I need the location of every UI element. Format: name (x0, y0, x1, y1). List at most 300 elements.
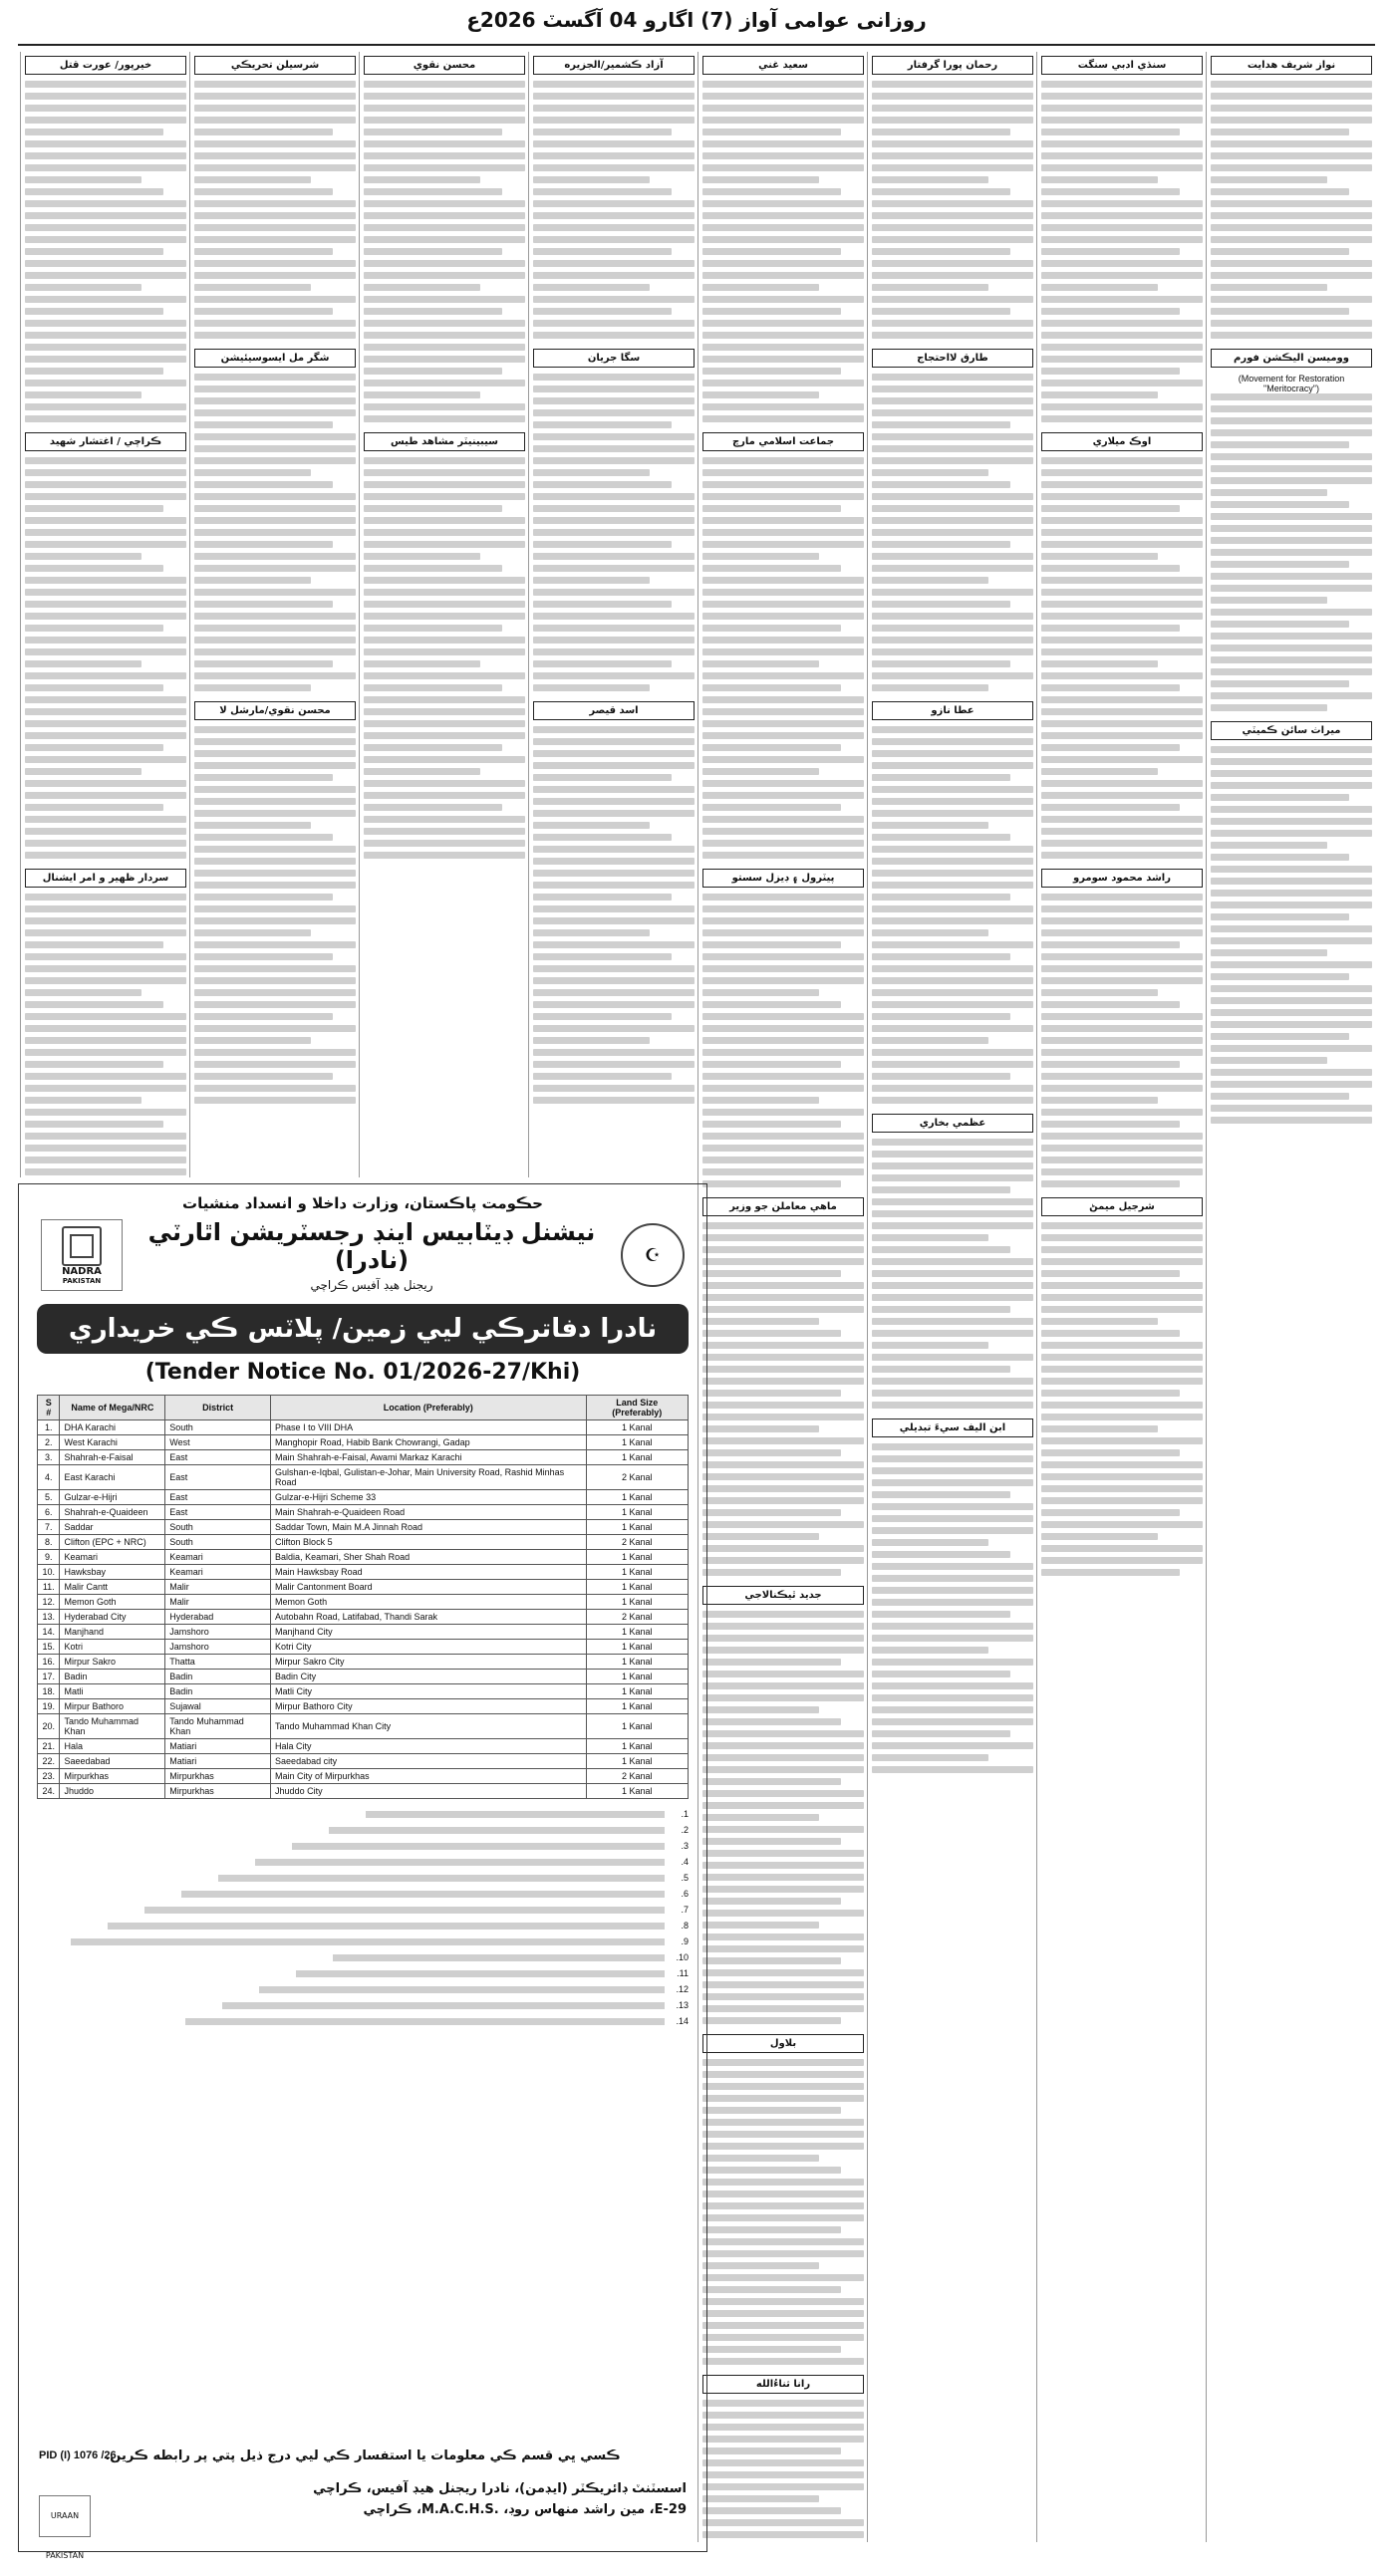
text-line (1041, 852, 1203, 859)
table-cell: 1 Kanal (586, 1699, 688, 1714)
text-line (25, 1049, 186, 1056)
table-cell: Tando Muhammad Khan City (271, 1714, 587, 1739)
text-line (1041, 720, 1203, 727)
text-line (872, 965, 1033, 972)
text-line (872, 1306, 1010, 1313)
text-line (533, 386, 695, 392)
text-line (533, 601, 672, 608)
table-cell: Kotri City (271, 1640, 587, 1655)
table-cell: East (165, 1505, 271, 1520)
text-line (194, 164, 356, 171)
text-line (364, 380, 525, 386)
text-line (1211, 260, 1372, 267)
text-line (25, 308, 163, 315)
table-cell: Malir (165, 1595, 271, 1610)
news-body-text (702, 1222, 864, 1576)
text-line (872, 1162, 1033, 1169)
text-line (194, 774, 333, 781)
text-line (533, 1073, 672, 1080)
table-cell: Tando Muhammad Khan (60, 1714, 165, 1739)
text-line (872, 1222, 1033, 1229)
ad-note-number: 8. (681, 1921, 689, 1931)
news-headline: نواز شريف هدايت (1211, 56, 1372, 75)
text-line (702, 1910, 864, 1917)
table-cell: Clifton (EPC + NRC) (60, 1535, 165, 1550)
text-line (702, 188, 841, 195)
table-cell: Malir (165, 1580, 271, 1595)
news-body-text (364, 81, 525, 422)
table-row (38, 1714, 689, 1739)
nadra-tender-advertisement (18, 1183, 707, 2560)
text-line (533, 117, 695, 124)
text-line (1041, 296, 1203, 303)
text-line (194, 505, 356, 512)
text-line (25, 637, 186, 644)
text-line (702, 212, 864, 219)
text-line (702, 1533, 819, 1540)
text-line (364, 505, 502, 512)
text-line (25, 541, 186, 548)
text-line (533, 625, 695, 632)
table-cell: Matli City (271, 1684, 587, 1699)
text-line (702, 2471, 864, 2478)
text-line (1041, 696, 1203, 703)
table-row (38, 1465, 689, 1490)
text-line (702, 1013, 864, 1020)
text-line (533, 469, 650, 476)
news-body-text (702, 457, 864, 859)
text-line (1041, 648, 1203, 655)
text-line (1041, 1013, 1203, 1020)
text-line (702, 403, 864, 410)
text-line (702, 1378, 864, 1385)
text-line (25, 332, 186, 339)
table-row (38, 1610, 689, 1625)
text-line (872, 977, 1033, 984)
text-line (1211, 105, 1372, 112)
text-line (1211, 200, 1372, 207)
text-line (702, 1838, 841, 1845)
text-line (194, 517, 356, 524)
text-line (533, 529, 695, 536)
text-line (872, 1097, 1033, 1104)
text-line (872, 762, 1033, 769)
text-line (1211, 1057, 1327, 1064)
text-line (872, 1270, 1033, 1277)
text-line (533, 236, 695, 243)
news-body-text (25, 81, 186, 422)
text-line (194, 105, 356, 112)
text-line (872, 1730, 1010, 1737)
text-line (702, 391, 819, 398)
text-line (1211, 680, 1349, 687)
text-line (1041, 1390, 1180, 1397)
text-line (872, 188, 1010, 195)
text-line (702, 577, 864, 584)
text-line (702, 768, 819, 775)
text-line (533, 637, 695, 644)
text-line (872, 1563, 1033, 1570)
text-line (1041, 589, 1203, 596)
text-line (872, 1174, 1033, 1181)
text-line (533, 660, 672, 667)
text-line (533, 93, 695, 100)
text-line (872, 1073, 1010, 1080)
text-line (1041, 660, 1158, 667)
news-headline: آزاد ڪشمير/الجزيره (533, 56, 695, 75)
text-line (872, 1491, 1010, 1498)
text-line (533, 929, 650, 936)
text-line (194, 637, 356, 644)
text-line (533, 541, 672, 548)
text-line (1041, 1545, 1203, 1552)
text-line (1211, 453, 1372, 460)
text-line (533, 272, 695, 279)
text-line (533, 176, 650, 183)
table-cell: Malir Cantonment Board (271, 1580, 587, 1595)
text-line (25, 403, 186, 410)
ad-contact-line1: اسسٽنٽ ڊائريڪٽر (ايڊمن)، نادرا ريجنل هيڊ آفيس، ڪراچي (313, 2481, 687, 2497)
ad-note-row (37, 1968, 689, 1978)
text-line (702, 368, 841, 375)
text-line (702, 1611, 864, 1618)
text-line (364, 391, 480, 398)
text-line (872, 1139, 1033, 1146)
text-line (702, 1694, 864, 1701)
nadra-logo (41, 1219, 123, 1291)
table-cell: 1 Kanal (586, 1670, 688, 1684)
text-line (702, 2483, 864, 2490)
text-line (364, 756, 525, 763)
news-headline: ماهي معاملن جو وزير (702, 1197, 864, 1216)
ad-org-name: نيشنل ڊيٽابيس اينڊ رجسٽريشن اٿارٽي (نادرا) (147, 1218, 596, 1274)
text-line (1041, 1145, 1203, 1152)
text-line (533, 212, 695, 219)
text-line (872, 397, 1033, 404)
text-line (1041, 1569, 1180, 1576)
text-line (872, 469, 988, 476)
text-line (872, 1659, 1033, 1666)
text-line (25, 415, 186, 422)
table-cell: Keamari (165, 1565, 271, 1580)
text-line (1041, 1330, 1180, 1337)
text-line (364, 589, 525, 596)
table-row (38, 1520, 689, 1535)
text-line (872, 1515, 1033, 1522)
text-line (194, 846, 356, 853)
text-line (1211, 1045, 1372, 1052)
text-line (533, 786, 695, 793)
text-line (872, 1718, 1033, 1725)
text-line (194, 433, 356, 440)
government-seal-icon: ☪ (621, 1223, 685, 1287)
text-line (1211, 806, 1372, 813)
text-line (194, 565, 356, 572)
text-line (872, 164, 1033, 171)
text-line (25, 672, 186, 679)
table-cell: Hala City (271, 1739, 587, 1754)
text-line (25, 965, 186, 972)
text-line (1041, 1294, 1203, 1301)
text-line (364, 529, 525, 536)
text-line (702, 320, 864, 327)
text-line (702, 1874, 864, 1881)
text-line (364, 696, 525, 703)
table-cell: Hyderabad (165, 1610, 271, 1625)
text-line (364, 224, 525, 231)
text-line (1041, 1097, 1158, 1104)
text-line (1041, 236, 1203, 243)
text-line (1211, 525, 1372, 532)
text-line (702, 696, 864, 703)
text-line (702, 469, 864, 476)
text-line (25, 894, 186, 901)
news-headline: عظمي بخاري (872, 1114, 1033, 1133)
table-row (38, 1784, 689, 1799)
text-line (25, 905, 186, 912)
text-line (364, 308, 502, 315)
news-column-3 (867, 52, 1037, 2542)
news-headline: محسن نقوي (364, 56, 525, 75)
text-line (1211, 236, 1372, 243)
news-body-text (1041, 457, 1203, 859)
text-line (25, 648, 186, 655)
text-line (533, 1085, 695, 1092)
news-body-text (364, 457, 525, 859)
text-line (1211, 1105, 1372, 1112)
text-line (1211, 429, 1372, 436)
news-item (702, 56, 864, 422)
news-body-text (1211, 746, 1372, 1124)
text-line (1041, 188, 1180, 195)
text-line (702, 2507, 841, 2514)
text-line (702, 625, 841, 632)
text-line (533, 750, 695, 757)
text-line (364, 672, 525, 679)
text-line (533, 684, 650, 691)
text-line (872, 1186, 1010, 1193)
text-line (702, 2495, 819, 2502)
land-requirements-table (37, 1395, 689, 1799)
news-headline: راشد محمود سومرو (1041, 869, 1203, 888)
text-line (1041, 1306, 1203, 1313)
text-line (533, 613, 695, 620)
table-cell: West Karachi (60, 1435, 165, 1450)
text-line (194, 308, 333, 315)
text-line (702, 344, 864, 351)
news-body-text (194, 726, 356, 1104)
text-line (702, 2202, 864, 2209)
text-line (872, 1049, 1033, 1056)
text-line (194, 397, 356, 404)
text-line (702, 1402, 864, 1409)
text-line (702, 541, 864, 548)
text-line (702, 1623, 864, 1630)
text-line (702, 529, 864, 536)
text-line (1041, 732, 1203, 739)
text-line (364, 93, 525, 100)
table-cell: East (165, 1465, 271, 1490)
table-cell: Sujawal (165, 1699, 271, 1714)
table-cell: Thatta (165, 1655, 271, 1670)
table-cell: Saeedabad (60, 1754, 165, 1769)
text-line (702, 308, 841, 315)
text-line (872, 1671, 1010, 1677)
text-line (194, 1037, 311, 1044)
text-line (194, 648, 356, 655)
text-line (1211, 890, 1372, 897)
text-line (1041, 152, 1203, 159)
text-line (872, 870, 1033, 877)
text-line (1211, 621, 1349, 628)
table-header-cell: District (165, 1396, 271, 1420)
ad-note-text (366, 1811, 665, 1818)
table-cell: 1 Kanal (586, 1784, 688, 1799)
text-line (533, 152, 695, 159)
text-line (872, 1682, 1033, 1689)
text-line (25, 529, 186, 536)
text-line (702, 1282, 864, 1289)
text-line (702, 1270, 841, 1277)
text-line (194, 905, 356, 912)
text-line (1211, 1117, 1372, 1124)
text-line (702, 2190, 864, 2197)
text-line (364, 852, 525, 859)
text-line (872, 684, 988, 691)
table-cell: 1. (38, 1420, 60, 1435)
text-line (533, 296, 695, 303)
text-line (194, 589, 356, 596)
text-line (25, 481, 186, 488)
text-line (1211, 140, 1372, 147)
text-line (1211, 830, 1372, 837)
text-line (1041, 117, 1203, 124)
ad-note-text (71, 1938, 665, 1945)
table-cell: 1 Kanal (586, 1580, 688, 1595)
text-line (1041, 1133, 1203, 1140)
text-line (1041, 768, 1158, 775)
text-line (364, 212, 525, 219)
ad-contact-line2: E-29، مين راشد منهاس روڊ، .M.A.C.H.S، ڪراچي (363, 2502, 687, 2518)
text-line (702, 852, 864, 859)
text-line (194, 1085, 356, 1092)
text-line (194, 965, 356, 972)
text-line (872, 1013, 1010, 1020)
table-cell: 1 Kanal (586, 1420, 688, 1435)
text-line (194, 421, 333, 428)
text-line (872, 750, 1033, 757)
text-line (194, 989, 356, 996)
text-line (194, 1097, 356, 1104)
text-line (702, 792, 864, 799)
text-line (872, 541, 1010, 548)
text-line (702, 2214, 864, 2221)
text-line (702, 2459, 864, 2466)
table-cell: East Karachi (60, 1465, 165, 1490)
text-line (1041, 457, 1203, 464)
masthead-title: روزانی عوامی آواز (7) اگارو 04 آگسٽ 2026ع (466, 8, 927, 32)
table-row (38, 1699, 689, 1714)
news-headline: جديد ٿيڪنالاجي (702, 1586, 864, 1605)
ad-note-row (37, 1809, 689, 1819)
text-line (1041, 1354, 1203, 1361)
text-line (1041, 637, 1203, 644)
text-line (194, 810, 356, 817)
ad-note-text (218, 1875, 665, 1882)
text-line (194, 457, 356, 464)
text-line (533, 457, 695, 464)
text-line (25, 744, 163, 751)
table-cell: Keamari (165, 1550, 271, 1565)
text-line (194, 332, 356, 339)
text-line (364, 577, 525, 584)
text-line (1041, 1509, 1180, 1516)
text-line (872, 786, 1033, 793)
ad-note-number: 6. (681, 1889, 689, 1899)
text-line (25, 391, 141, 398)
ad-note-row (37, 1936, 689, 1946)
table-cell: 16. (38, 1655, 60, 1670)
text-line (1041, 780, 1203, 787)
text-line (702, 1862, 864, 1869)
news-item (702, 2034, 864, 2365)
text-line (364, 637, 525, 644)
text-line (872, 421, 1010, 428)
text-line (872, 660, 1010, 667)
text-line (25, 356, 186, 363)
text-line (533, 517, 695, 524)
table-cell: South (165, 1420, 271, 1435)
text-line (872, 1742, 1033, 1749)
text-line (25, 613, 186, 620)
text-line (702, 756, 864, 763)
news-item (702, 1197, 864, 1576)
text-line (702, 2226, 841, 2233)
news-headline: محسن نقوي/مارشل لا (194, 701, 356, 720)
text-line (194, 577, 311, 584)
text-line (194, 917, 356, 924)
text-line (1211, 501, 1349, 508)
text-line (194, 469, 311, 476)
header-rule (18, 44, 1375, 46)
text-line (1211, 878, 1372, 885)
text-line (25, 852, 186, 859)
text-line (702, 117, 864, 124)
text-line (702, 1659, 841, 1666)
text-line (1211, 692, 1372, 699)
text-line (1041, 308, 1180, 315)
text-line (702, 2447, 841, 2454)
text-line (194, 445, 356, 452)
text-line (1211, 549, 1372, 556)
text-line (25, 248, 163, 255)
text-line (364, 164, 525, 171)
text-line (1041, 613, 1203, 620)
text-line (25, 589, 186, 596)
text-line (1041, 140, 1203, 147)
text-line (872, 822, 988, 829)
table-cell: 1 Kanal (586, 1714, 688, 1739)
text-line (533, 1049, 695, 1056)
text-line (364, 105, 525, 112)
text-line (194, 374, 356, 381)
text-line (1041, 553, 1158, 560)
text-line (702, 1258, 864, 1265)
text-line (872, 152, 1033, 159)
text-line (194, 284, 311, 291)
news-body-text (533, 726, 695, 1104)
text-line (364, 732, 525, 739)
